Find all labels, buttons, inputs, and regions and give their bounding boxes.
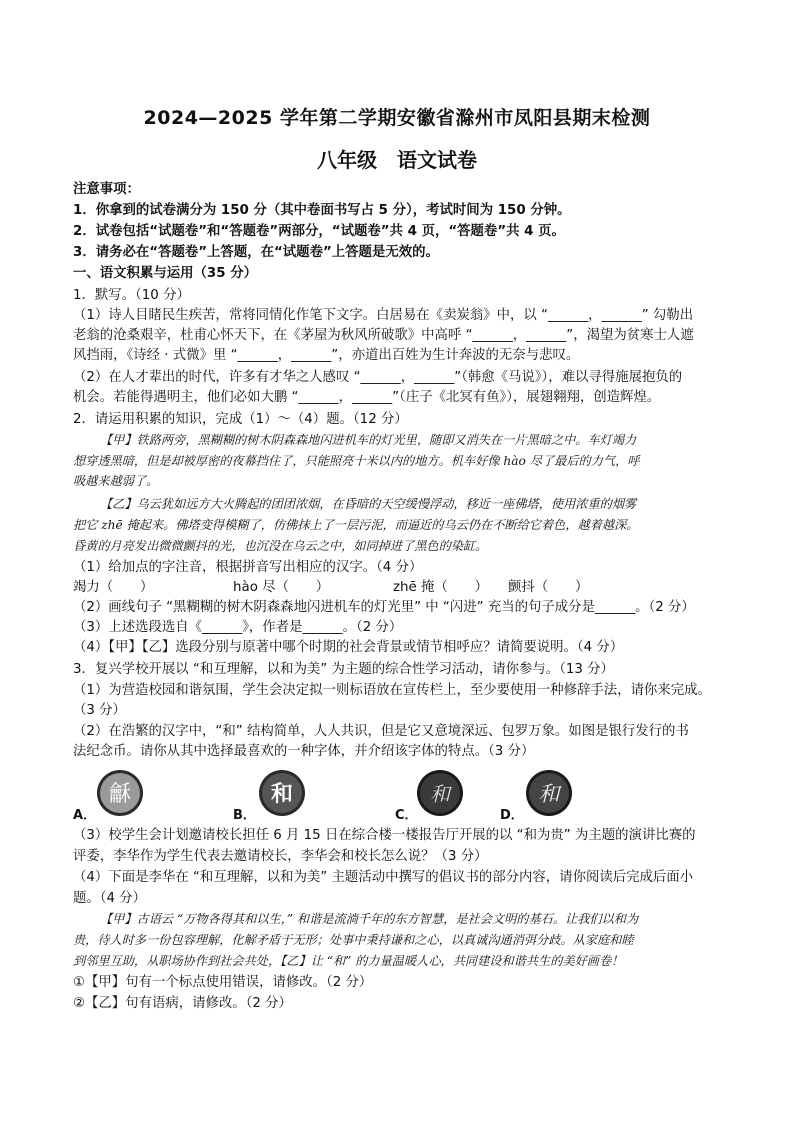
q3-sub4: （4）下面是李华在 “和互理解，以和为美” 主题活动中撰写的倡议书的部分内容，请你阅读后完成后面小	[73, 870, 694, 885]
q3-sub3: （3）校学生会计划邀请校长担任 6 月 15 日在综合楼一楼报告厅开展的以 “和为贵” 为主题的演讲比赛的	[73, 828, 696, 843]
q1-line: （2）在人才辈出的时代，许多有才华之人感叹 “______，______”（韩愈《马说》），难以寻得施展抱负的	[73, 370, 683, 385]
passage-jia-line: 吸越来越弱了。	[73, 474, 159, 488]
section-heading: 一、语文积累与运用（35 分）	[73, 266, 257, 281]
pinyin-item: hào 尽（ ）	[233, 580, 330, 595]
svg-text:和: 和	[430, 782, 450, 806]
notice-item: 2．试卷包括“试题卷”和“答题卷”两部分，“试题卷”共 4 页，“答题卷”共 4 页。	[73, 224, 565, 239]
q3-sub1: （1）为营造校园和谐氛围，学生会决定拟一则标语放在宣传栏上，至少要使用一种修辞手法，请你来完成。	[73, 683, 711, 698]
q3-sub3: 评委，李华作为学生代表去邀请校长，李华会和校长怎么说？（3 分）	[73, 849, 488, 864]
q3-sub1: （3 分）	[73, 703, 126, 718]
page-title: 2024—2025 学年第二学期安徽省滁州市凤阳县期末检测	[143, 107, 651, 129]
q3-sub4-b: ②【乙】句有语病，请修改。（2 分）	[73, 996, 292, 1011]
q3-sub2: （2）在浩繁的汉字中，“和” 结构简单，人人共识，但是它又意境深远、包罗万象。如图是银行发行的书	[73, 724, 689, 739]
svg-text:和: 和	[270, 782, 294, 807]
pinyin-item: zhē 掩（ ）	[393, 580, 488, 595]
passage-yi-line: 把它 zhē 掩起来。佛塔变得模糊了，仿佛抹上了一层污泥，而逼近的乌云仍在不断给它着色，越着越深。	[73, 518, 639, 532]
passage-jia-line: 想穿透黑暗，但是却被厚密的夜幕挡住了，只能照亮十米以内的地方。机车好像 hào 尽了最后的力气，呼	[73, 454, 640, 468]
q3-sub4: 题。（4 分）	[73, 891, 147, 906]
coin-b-icon	[257, 768, 307, 818]
coin-c-icon	[415, 768, 465, 818]
proposal-line: 贵，待人时多一份包容理解，化解矛盾于无形；处事中秉持谦和之心，以真诚沟通消弭分歧。从家庭和睦	[73, 933, 634, 947]
q2-title: 2．请运用积累的知识，完成（1）～（4）题。（12 分）	[73, 412, 408, 427]
coin-d-icon	[524, 768, 574, 818]
q2-sub2: （2）画线句子 “黑糊糊的树木阴森森地闪进机车的灯光里” 中 “闪进” 充当的句子成分是______。（2 分）	[73, 600, 695, 615]
notice-item: 3．请务必在“答题卷”上答题，在“试题卷”上答题是无效的。	[73, 245, 439, 260]
coin-options: A． 龢 B． 和 C． 和 D． 和	[73, 768, 693, 820]
q2-sub3: （3）上述选段选自《______》，作者是______。（2 分）	[73, 620, 403, 635]
notice-item: 1．你拿到的试卷满分为 150 分（其中卷面书写占 5 分），考试时间为 150 分钟。	[73, 203, 571, 218]
q3-title: 3．复兴学校开展以 “和互理解，以和为美” 为主题的综合性学习活动，请你参与。（13 分）	[73, 662, 614, 677]
pinyin-item: 竭力（ ）	[73, 580, 154, 595]
svg-text:龢: 龢	[108, 782, 132, 807]
q2-sub4: （4）【甲】【乙】选段分别与原著中哪个时期的社会背景或情节相呼应？请简要说明。（4 分）	[73, 640, 624, 655]
q2-sub1: （1）给加点的字注音，根据拼音写出相应的汉字。（4 分）	[73, 560, 423, 575]
passage-yi-line: 【乙】乌云犹如远方大火腾起的团团浓烟，在昏暗的天空缓慢浮动，移近一座佛塔，使用浓重的烟雾	[100, 497, 637, 511]
q1-line: 老翁的沧桑艰辛，杜甫心怀天下，在《茅屋为秋风所破歌》中高呼 “______，______”，渴望为贫寒士人遮	[73, 328, 694, 343]
q1-title: 1．默写。（10 分）	[73, 288, 190, 303]
q1-line: 机会。若能得遇明主，他们必如大鹏 “______，______”（庄子《北冥有鱼》），展翅翱翔，创造辉煌。	[73, 390, 661, 405]
q3-sub4-a: ①【甲】句有一个标点使用错误，请修改。（2 分）	[73, 975, 373, 990]
pinyin-item: 颤抖（ ）	[508, 580, 589, 595]
page-subtitle: 八年级 语文试卷	[317, 148, 477, 172]
passage-jia-line: 【甲】铁路两旁，黑糊糊的树木阴森森地闪进机车的灯光里，随即又消失在一片黑暗之中。车灯竭力	[100, 433, 637, 447]
proposal-line: 【甲】古语云 “万物各得其和以生，” 和谐是流淌千年的东方智慧，是社会文明的基石。让我们以和为	[100, 912, 639, 926]
coin-a-icon	[95, 768, 145, 818]
proposal-line: 到邻里互助，从职场协作到社会共处，【乙】让 “和” 的力量温暖人心，共同建设和谐共生的美好画卷！	[73, 954, 624, 968]
q1-line: 风挡雨，《诗经 · 式微》里 “______，______”，亦道出百姓为生计奔波的无奈与悲叹。	[73, 348, 580, 363]
q1-line: （1）诗人目睹民生疾苦，常将同情化作笔下文字。白居易在《卖炭翁》中，以 “______，______” 勾勒出	[73, 308, 694, 323]
q3-sub2: 法纪念币。请你从其中选择最喜欢的一种字体，并介绍该字体的特点。（3 分）	[73, 744, 535, 759]
notice-heading: 注意事项：	[73, 182, 140, 197]
svg-text:和: 和	[538, 782, 560, 806]
passage-yi-line: 昏黄的月亮发出微微颤抖的光，也沉没在乌云之中，如同掉进了黑色的染缸。	[73, 539, 488, 553]
